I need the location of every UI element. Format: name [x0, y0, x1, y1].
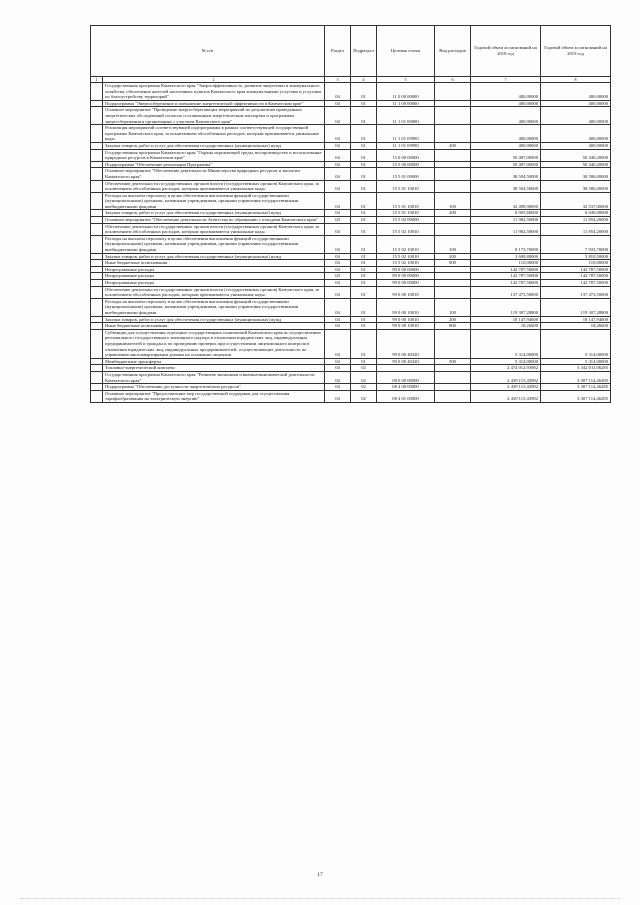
header-target-article: Целевая статья — [377, 26, 435, 77]
row-amount-2019: 3 307 114,46285 — [541, 384, 611, 391]
row-amount-2018: 142 787,50000 — [471, 280, 541, 287]
row-expense-type — [435, 365, 471, 372]
row-expense-type — [435, 329, 471, 358]
row-name: Реализация мероприятий соответствующей подпрограммы в рамках соответствующей государственной программы Камчатского края, за исключением обособленных расходов, которым присваиваются уникальные коды — [103, 125, 325, 143]
row-amount-2019: 18,26600 — [541, 323, 611, 330]
table-row — [91, 323, 611, 330]
row-podrazdel: 01 — [351, 149, 377, 161]
row-name: Межбюджетные трансферты — [103, 358, 325, 365]
row-index-cell — [91, 180, 103, 192]
row-index-cell — [91, 161, 103, 168]
row-index-cell — [91, 235, 103, 253]
bottom-scan-dots — [20, 898, 620, 901]
row-podrazdel: 02 — [351, 365, 377, 372]
table-row — [91, 273, 611, 280]
row-expense-type — [435, 390, 471, 402]
row-amount-2019: 18 147,94600 — [541, 316, 611, 323]
table-row — [91, 192, 611, 210]
row-name: Субвенции для осуществления отдельных государственных полномочий Камчатского края по осуществлению регионального государственного жилищного надзора в отношении юридических лиц, индивидуальных предпринимателей и граждан и по проведению проверок при осуществлении лицензионного контроля в отношении юридических лиц, индивидуальных предпринимателей, осуществляющих деятельность по управлению многоквартирными домами на основании лицензии — [103, 329, 325, 358]
row-amount-2019: 5 314,00000 — [541, 358, 611, 365]
row-name: Основное мероприятие "Проведение энергосберегающих мероприятий по результатам проведенных энергетических обследований согласно составленным энергетическим паспортам и программам энергосбережения в организациях с участием Камчатского края" — [103, 107, 325, 125]
table-row — [91, 390, 611, 402]
row-name: Обеспечение деятельности государственных органов власти (государственных органов) Камчатского края, за исключением обособленных расходов, которым присваиваются уникальные коды. — [103, 180, 325, 192]
row-amount-2019: 50 440,20000 — [541, 161, 611, 168]
row-index-cell — [91, 298, 103, 316]
row-amount-2019: 32 537,00000 — [541, 192, 611, 210]
row-amount-2019: 142 787,50000 — [541, 273, 611, 280]
row-name: Расходы на выплаты персоналу в целях обеспечения выполнения функций государственными (муниципальными) органами, казенными учреждениями, органами управления государственными внебюджетными фондами — [103, 192, 325, 210]
row-expense-type — [435, 168, 471, 180]
row-amount-2018: 2 439 115,43982 — [471, 371, 541, 383]
row-podrazdel: 01 — [351, 217, 377, 224]
table-body — [91, 83, 611, 403]
row-razdel: 04 — [325, 83, 351, 101]
row-index-cell — [91, 365, 103, 372]
row-target-article: 11 0 00 00000 — [377, 83, 435, 101]
row-expense-type — [435, 107, 471, 125]
row-index-cell — [91, 316, 103, 323]
col-num-8: 8 — [541, 77, 611, 83]
row-index-cell — [91, 273, 103, 280]
table-row — [91, 168, 611, 180]
row-name: Государственная программа Камчатского края "Развитие экономики и внешнеэкономической деятельности Камчатского края" — [103, 371, 325, 383]
row-razdel: 04 — [325, 107, 351, 125]
row-amount-2018: 6 005,60000 — [471, 210, 541, 217]
row-index-cell — [91, 100, 103, 107]
row-name: Подпрограмма "Энергосбережение и повышение энергетической эффективности в Камчатском крае" — [103, 100, 325, 107]
row-amount-2018: 18,26600 — [471, 323, 541, 330]
table-row — [91, 161, 611, 168]
header-number: № п/п — [91, 26, 325, 77]
row-razdel: 04 — [325, 384, 351, 391]
row-target-article: 08 4 00 00000 — [377, 384, 435, 391]
row-podrazdel: 01 — [351, 180, 377, 192]
row-amount-2018: 2 439 115,43982 — [471, 390, 541, 402]
row-index-cell — [91, 168, 103, 180]
row-expense-type — [435, 286, 471, 298]
col-num-2: 2 — [103, 77, 325, 83]
row-podrazdel: 01 — [351, 280, 377, 287]
row-expense-type: 800 — [435, 323, 471, 330]
row-podrazdel: 01 — [351, 253, 377, 260]
row-expense-type: 100 — [435, 192, 471, 210]
row-amount-2018: 142 787,50000 — [471, 266, 541, 273]
row-expense-type — [435, 83, 471, 101]
row-name: Основное мероприятие "Обеспечение деятельности Министерства природных ресурсов и экологии Камчатского края" — [103, 168, 325, 180]
row-amount-2018: 11 982,50000 — [471, 217, 541, 224]
row-expense-type — [435, 161, 471, 168]
row-name: Непрограммные расходы — [103, 266, 325, 273]
row-razdel: 04 — [325, 192, 351, 210]
row-target-article: 15 5 01 10010 — [377, 180, 435, 192]
row-target-article: 99 0 00 10010 — [377, 316, 435, 323]
row-name: Непрограммные расходы — [103, 273, 325, 280]
row-name: Расходы на выплаты персоналу в целях обеспечения выполнения функций государственными (муниципальными) органами, казенными учреждениями, органами управления государственными внебюджетными фондами — [103, 298, 325, 316]
row-target-article: 99 0 00 00000 — [377, 266, 435, 273]
row-target-article — [377, 365, 435, 372]
row-expense-type: 200 — [435, 253, 471, 260]
row-target-article: 99 0 00 40320 — [377, 358, 435, 365]
row-target-article: 11 1 00 00000 — [377, 100, 435, 107]
row-target-article: 11 1 01 09990 — [377, 142, 435, 149]
row-amount-2019: 11 854,20000 — [541, 217, 611, 224]
row-amount-2019: 3 342 011,06285 — [541, 365, 611, 372]
row-razdel: 04 — [325, 286, 351, 298]
row-amount-2019: 400,00000 — [541, 125, 611, 143]
row-amount-2018: 5 314,00000 — [471, 358, 541, 365]
row-expense-type — [435, 371, 471, 383]
row-target-article: 15 5 02 00000 — [377, 217, 435, 224]
row-amount-2018: 400,00000 — [471, 83, 541, 101]
row-expense-type: 200 — [435, 210, 471, 217]
col-num-7: 7 — [471, 77, 541, 83]
row-name: Обеспечение деятельности государственных органов власти (государственных органов) Камчатского края, за исключением обособленных расходов, которым присваиваются уникальные коды. — [103, 286, 325, 298]
header-2019: Годовой объем ассигнований на 2019 год — [541, 26, 611, 77]
row-amount-2019: 110,00000 — [541, 260, 611, 267]
row-razdel: 04 — [325, 180, 351, 192]
table-row — [91, 223, 611, 235]
row-index-cell — [91, 280, 103, 287]
row-name: Обеспечение деятельности государственных органов власти (государственных органов) Камчатского края, за исключением обособленных расходов, которым присваиваются уникальные коды. — [103, 223, 325, 235]
table-row — [91, 180, 611, 192]
row-amount-2018: 400,00000 — [471, 125, 541, 143]
row-amount-2019: 3 307 114,46285 — [541, 390, 611, 402]
row-amount-2019: 3 307 114,46285 — [541, 371, 611, 383]
row-index-cell — [91, 390, 103, 402]
row-index-cell — [91, 371, 103, 383]
col-num-4: 4 — [351, 77, 377, 83]
row-amount-2018: 50 487,00000 — [471, 149, 541, 161]
table-row — [91, 149, 611, 161]
row-amount-2018: 8 173,70000 — [471, 235, 541, 253]
row-amount-2019: 400,00000 — [541, 83, 611, 101]
row-target-article: 08 4 01 00000 — [377, 390, 435, 402]
row-razdel: 04 — [325, 323, 351, 330]
table-row — [91, 217, 611, 224]
table-row — [91, 358, 611, 365]
row-target-article: 99 0 00 10010 — [377, 286, 435, 298]
row-index-cell — [91, 329, 103, 358]
row-name: Государственная программа Камчатского края "Энергоэффективность, развитие энергетики и коммунального хозяйства, обеспечение жителей населенных пунктов Камчатского края коммунальными услугами и услугами по благоустройству территорий" — [103, 83, 325, 101]
row-razdel: 04 — [325, 358, 351, 365]
row-razdel: 04 — [325, 365, 351, 372]
row-podrazdel: 01 — [351, 223, 377, 235]
row-amount-2019: 400,00000 — [541, 142, 611, 149]
row-name: Закупка товаров, работ и услуг для обеспечения государственных (муниципальных) нужд — [103, 142, 325, 149]
row-amount-2019: 6 049,00000 — [541, 210, 611, 217]
row-target-article: 99 0 00 00000 — [377, 273, 435, 280]
row-name: Подпрограмма "Обеспечение доступности энергетических ресурсов" — [103, 384, 325, 391]
row-name: Государственная программа Камчатского края "Охрана окружающей среды, воспроизводство и использование природных ресурсов в Камчатском крае" — [103, 149, 325, 161]
row-expense-type — [435, 100, 471, 107]
row-index-cell — [91, 253, 103, 260]
row-razdel: 04 — [325, 253, 351, 260]
table-row — [91, 280, 611, 287]
table-row — [91, 298, 611, 316]
row-name: Иные бюджетные ассигнования — [103, 323, 325, 330]
row-index-cell — [91, 210, 103, 217]
col-num-1: 1 — [91, 77, 103, 83]
row-podrazdel: 01 — [351, 329, 377, 358]
row-amount-2018: 119 307,28800 — [471, 298, 541, 316]
row-name: Закупка товаров, работ и услуг для обеспечения государственных (муниципальных) нужд — [103, 316, 325, 323]
row-podrazdel: 01 — [351, 235, 377, 253]
row-amount-2019: 142 787,50000 — [541, 280, 611, 287]
row-razdel: 04 — [325, 371, 351, 383]
row-name: Основное мероприятие "Предоставление мер государственной поддержки для осуществления тарифообразования на электрическую энергию" — [103, 390, 325, 402]
row-amount-2018: 400,00000 — [471, 100, 541, 107]
page-number: 17 — [317, 872, 323, 878]
row-target-article: 99 0 00 10010 — [377, 298, 435, 316]
row-amount-2019: 7 933,70000 — [541, 235, 611, 253]
row-index-cell — [91, 192, 103, 210]
header-podrazdel: Подраздел — [351, 26, 377, 77]
row-razdel: 04 — [325, 280, 351, 287]
row-index-cell — [91, 286, 103, 298]
table-row — [91, 83, 611, 101]
row-podrazdel: 01 — [351, 107, 377, 125]
row-expense-type: 800 — [435, 260, 471, 267]
row-index-cell — [91, 83, 103, 101]
row-podrazdel: 01 — [351, 273, 377, 280]
row-razdel: 04 — [325, 223, 351, 235]
row-expense-type — [435, 223, 471, 235]
row-target-article: 15 5 01 00000 — [377, 168, 435, 180]
row-name: Подпрограмма "Обеспечение реализации Программы" — [103, 161, 325, 168]
row-expense-type — [435, 273, 471, 280]
row-razdel: 04 — [325, 100, 351, 107]
table-row — [91, 100, 611, 107]
row-index-cell — [91, 107, 103, 125]
row-podrazdel: 01 — [351, 298, 377, 316]
row-razdel: 04 — [325, 266, 351, 273]
table-row — [91, 384, 611, 391]
row-razdel: 04 — [325, 142, 351, 149]
row-index-cell — [91, 217, 103, 224]
row-amount-2019: 38 586,00000 — [541, 180, 611, 192]
row-amount-2018: 142 787,50000 — [471, 273, 541, 280]
row-expense-type — [435, 280, 471, 287]
table-row — [91, 253, 611, 260]
row-expense-type: 100 — [435, 298, 471, 316]
header-expense-type: Вид расходов — [435, 26, 471, 77]
row-amount-2019: 5 314,00000 — [541, 329, 611, 358]
row-amount-2019: 142 787,50000 — [541, 266, 611, 273]
row-target-article: 15 0 00 00000 — [377, 149, 435, 161]
col-num-5: 5 — [377, 77, 435, 83]
row-amount-2018: 50 487,00000 — [471, 161, 541, 168]
row-target-article: 15 5 02 10010 — [377, 260, 435, 267]
row-podrazdel: 01 — [351, 266, 377, 273]
row-amount-2018: 38 504,50000 — [471, 168, 541, 180]
row-amount-2019: 119 307,28800 — [541, 298, 611, 316]
row-index-cell — [91, 323, 103, 330]
table-row — [91, 286, 611, 298]
row-podrazdel: 01 — [351, 286, 377, 298]
row-index-cell — [91, 384, 103, 391]
row-amount-2018: 2 474 012,93982 — [471, 365, 541, 372]
row-name: Закупка товаров, работ и услуг для обеспечения государственных (муниципальных) нужд — [103, 253, 325, 260]
row-name: Расходы на выплаты персоналу в целях обеспечения выполнения функций государственными (муниципальными) органами, казенными учреждениями, органами управления государственными внебюджетными фондами — [103, 235, 325, 253]
row-razdel: 04 — [325, 390, 351, 402]
row-razdel: 04 — [325, 273, 351, 280]
table-row — [91, 316, 611, 323]
row-podrazdel: 01 — [351, 168, 377, 180]
row-razdel: 04 — [325, 210, 351, 217]
row-podrazdel: 01 — [351, 358, 377, 365]
row-target-article: 99 0 00 40320 — [377, 329, 435, 358]
row-index-cell — [91, 358, 103, 365]
row-razdel: 04 — [325, 329, 351, 358]
row-name: Основное мероприятие "Обеспечение деятельности Агентства по обращению с отходами Камчатского края" — [103, 217, 325, 224]
row-target-article: 11 1 01 00000 — [377, 107, 435, 125]
row-expense-type — [435, 125, 471, 143]
table-row — [91, 125, 611, 143]
row-podrazdel: 01 — [351, 260, 377, 267]
row-razdel: 04 — [325, 161, 351, 168]
row-amount-2018: 38 504,50000 — [471, 180, 541, 192]
row-index-cell — [91, 223, 103, 235]
row-target-article: 08 0 00 00000 — [377, 371, 435, 383]
row-target-article: 15 5 02 10010 — [377, 235, 435, 253]
row-podrazdel: 01 — [351, 100, 377, 107]
row-target-article: 15 5 02 10010 — [377, 253, 435, 260]
row-podrazdel: 01 — [351, 161, 377, 168]
row-amount-2018: 32 498,90000 — [471, 192, 541, 210]
row-razdel: 04 — [325, 125, 351, 143]
table-row — [91, 329, 611, 358]
row-amount-2018: 11 982,50000 — [471, 223, 541, 235]
row-amount-2018: 2 439 115,43982 — [471, 384, 541, 391]
row-name: Иные бюджетные ассигнования — [103, 260, 325, 267]
row-razdel: 04 — [325, 235, 351, 253]
row-expense-type — [435, 384, 471, 391]
row-expense-type: 100 — [435, 235, 471, 253]
row-index-cell — [91, 260, 103, 267]
row-amount-2019: 400,00000 — [541, 107, 611, 125]
table-row — [91, 210, 611, 217]
col-num-3: 3 — [325, 77, 351, 83]
row-razdel: 04 — [325, 168, 351, 180]
row-podrazdel: 02 — [351, 371, 377, 383]
row-podrazdel: 02 — [351, 390, 377, 402]
row-target-article: 15 5 00 00000 — [377, 161, 435, 168]
row-target-article: 15 5 01 10010 — [377, 210, 435, 217]
row-expense-type — [435, 266, 471, 273]
row-expense-type: 200 — [435, 142, 471, 149]
row-amount-2018: 5 314,00000 — [471, 329, 541, 358]
row-target-article: 15 5 02 10010 — [377, 223, 435, 235]
header-razdel: Раздел — [325, 26, 351, 77]
row-razdel: 04 — [325, 316, 351, 323]
row-expense-type — [435, 180, 471, 192]
row-amount-2019: 50 440,20000 — [541, 149, 611, 161]
table-row — [91, 266, 611, 273]
row-razdel: 04 — [325, 217, 351, 224]
row-target-article: 99 0 00 10010 — [377, 323, 435, 330]
table-row — [91, 365, 611, 372]
row-amount-2018: 400,00000 — [471, 107, 541, 125]
row-target-article: 11 1 01 09990 — [377, 125, 435, 143]
table-row — [91, 235, 611, 253]
budget-table — [90, 25, 611, 403]
row-expense-type — [435, 217, 471, 224]
row-name: Закупка товаров, работ и услуг для обеспечения государственных (муниципальных) нужд — [103, 210, 325, 217]
table-row — [91, 142, 611, 149]
row-expense-type: 200 — [435, 316, 471, 323]
row-podrazdel: 01 — [351, 125, 377, 143]
row-name: Непрограммные расходы — [103, 280, 325, 287]
row-amount-2019: 137 473,50000 — [541, 286, 611, 298]
row-podrazdel: 01 — [351, 192, 377, 210]
row-podrazdel: 01 — [351, 316, 377, 323]
table-row — [91, 260, 611, 267]
row-amount-2019: 3 810,50000 — [541, 253, 611, 260]
row-razdel: 04 — [325, 298, 351, 316]
row-podrazdel: 02 — [351, 384, 377, 391]
table-row — [91, 371, 611, 383]
header-row — [91, 26, 611, 77]
row-index-cell — [91, 266, 103, 273]
row-amount-2018: 137 473,50000 — [471, 286, 541, 298]
row-target-article: 15 5 01 10010 — [377, 192, 435, 210]
row-amount-2018: 400,00000 — [471, 142, 541, 149]
row-amount-2018: 18 147,94600 — [471, 316, 541, 323]
col-num-6: 6 — [435, 77, 471, 83]
row-index-cell — [91, 142, 103, 149]
row-expense-type: 500 — [435, 358, 471, 365]
table-row — [91, 107, 611, 125]
row-razdel: 04 — [325, 260, 351, 267]
row-podrazdel: 01 — [351, 210, 377, 217]
row-index-cell — [91, 125, 103, 143]
row-podrazdel: 01 — [351, 83, 377, 101]
row-podrazdel: 01 — [351, 323, 377, 330]
row-razdel: 04 — [325, 149, 351, 161]
row-target-article: 99 0 00 00000 — [377, 280, 435, 287]
row-amount-2019: 38 586,00000 — [541, 168, 611, 180]
row-amount-2019: 400,00000 — [541, 100, 611, 107]
row-podrazdel: 01 — [351, 142, 377, 149]
row-index-cell — [91, 149, 103, 161]
header-2018: Годовой объем ассигнований на 2018 год — [471, 26, 541, 77]
row-expense-type — [435, 149, 471, 161]
row-amount-2018: 110,00000 — [471, 260, 541, 267]
row-name: Топливно-энергетический комплекс — [103, 365, 325, 372]
row-amount-2019: 11 854,20000 — [541, 223, 611, 235]
row-amount-2018: 3 698,80000 — [471, 253, 541, 260]
